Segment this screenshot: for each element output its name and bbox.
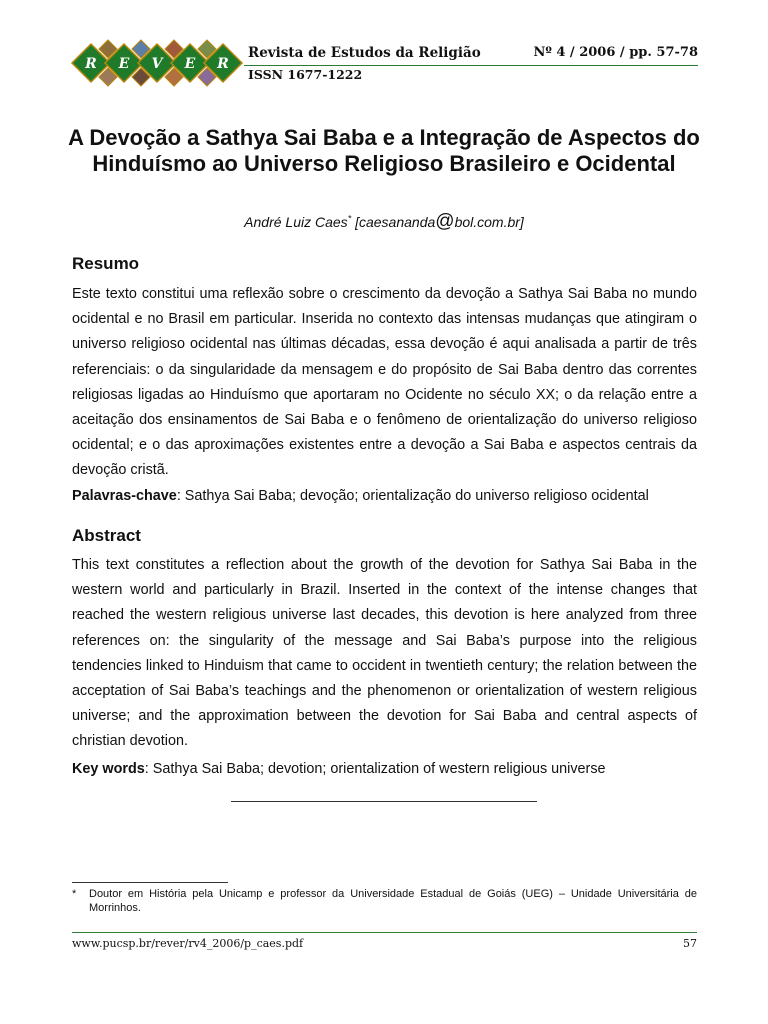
section-divider <box>231 801 537 802</box>
key-words-text: : Sathya Sai Baba; devotion; orientalization of western religious universe <box>144 761 606 777</box>
footer-url[interactable]: www.pucsp.br/rever/rv4_2006/p_caes.pdf <box>72 937 304 950</box>
author-line <box>0 211 768 233</box>
article-title: A Devoção a Sathya Sai Baba e a Integração de Aspectos do Hinduísmo ao Universo Religioso Brasileiro e Ocidental <box>68 125 700 176</box>
abstract-text: This text constitutes a reflection about the growth of the devotion for Sathya Sai Baba in the western world and particularly in Brazil. Inserted in the context of the intense changes that reached the western religious universe last decades, this devotion is here analyzed from three references on: the singularity of the message and Sai Baba’s purpose into the religious tendencies linked to Hinduism that came to occident in twentieth century; the relation between the acceptation of Sai Baba’s teachings and the phenomenon or orientalization of western religious universe; and the approximation between the devotion for Sai Baba and central aspects of christian devotion. <box>72 557 697 750</box>
footnote-text: Doutor em História pela Unicamp e professor da Universidade Estadual de Goiás (UEG) – Unidade Universitária de Morrinhos. <box>89 888 697 914</box>
footnote-mark: * <box>72 888 77 900</box>
abstract-heading: Abstract <box>72 526 141 545</box>
palavras-chave <box>72 486 697 506</box>
logo-letter: E <box>184 56 196 72</box>
key-words-label: Key words <box>72 761 145 777</box>
logo-letter: V <box>151 56 163 72</box>
palavras-chave-label: Palavras-chave <box>72 488 177 504</box>
resumo-text: Este texto constitui uma reflexão sobre o crescimento da devoção a Sathya Sai Baba no mundo ocidental e no Brasil em particular. Inserida no contexto das intensas mudanças que atingiram o universo religioso ocidental nas últimas décadas, essa devoção é aqui analisada a partir de três referenciais: o da singularidade da mensagem e do propósito de Sai Baba dentro das correntes religiosas ligadas ao Hinduísmo que aportaram no Ocidente no século XX; o da relação entre a aceitação dos ensinamentos de Sai Baba e o fenômeno de orientalização do universo religioso ocidental; e o das aproximações existentes entre a devoção a Sai Baba e aspectos centrais da devoção cristã. <box>72 286 697 479</box>
key-words <box>72 759 697 779</box>
page-number: 57 <box>683 937 697 950</box>
journal-name: Revista de Estudos da Religião <box>248 45 481 61</box>
footnote-rule <box>72 882 228 883</box>
resumo-heading: Resumo <box>72 254 140 273</box>
author-footnote-mark: * <box>347 213 352 224</box>
issue-info: Nº 4 / 2006 / pp. 57-78 <box>533 45 698 60</box>
author-email-suffix: bol.com.br] <box>454 214 524 230</box>
page-header <box>70 38 698 88</box>
author-name: André Luiz Caes <box>244 214 348 230</box>
palavras-chave-text: : Sathya Sai Baba; devoção; orientalização do universo religioso ocidental <box>176 488 649 504</box>
logo-letter: R <box>217 56 229 72</box>
author-email-prefix: [caesananda <box>355 214 436 230</box>
at-sign: @ <box>435 211 455 232</box>
logo-letter: R <box>85 56 97 72</box>
rever-logo <box>70 38 246 88</box>
logo-letter: E <box>118 56 130 72</box>
footnote <box>72 887 697 915</box>
header-rule <box>244 65 698 66</box>
footer-rule <box>72 932 697 933</box>
issn: ISSN 1677-1222 <box>248 67 363 82</box>
